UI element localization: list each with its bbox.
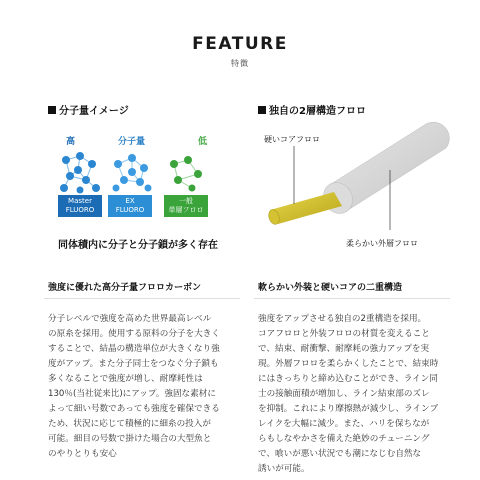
body-line: で、喰いが悪い状況でも潮になじむ自然な: [258, 449, 422, 459]
core-label: 硬いコアフロロ: [264, 135, 320, 144]
body-line: 度がアップ。また分子同士をつなぐ分子鎖も: [48, 359, 219, 369]
scale-low-label: 低: [195, 136, 210, 148]
body-line: 士の接触面積が増加し、ライン結束部のズレ: [258, 389, 430, 399]
right-divider: [254, 298, 450, 299]
badge-standard-fluoro: 一般 単層フロロ: [164, 195, 208, 217]
square-bullet-icon: [48, 106, 56, 114]
body-line: を抑制。これにより摩擦熱が減少し、ラインブ: [258, 404, 439, 414]
molecule-cluster-standard-icon: [170, 156, 202, 192]
body-line: することで、結晶の構造単位が大きくなり強: [48, 344, 220, 354]
left-body-text: [48, 312, 244, 462]
badge-master-fluoro: Master FLUORO: [58, 195, 102, 217]
page-subtitle: 特徴: [231, 59, 249, 68]
body-line: レイクを大幅に減少。また、ハリを保ちなが: [258, 419, 430, 429]
body-line: のやりとりも安心: [48, 449, 117, 459]
body-line: 可能。細目の号数で掛けた場合の大型魚と: [48, 434, 212, 444]
molecule-cluster-master-icon: [60, 152, 100, 194]
body-line: 分子レベルで強度を高めた世界最高レベル: [48, 314, 212, 324]
page-title: FEATURE: [192, 34, 288, 54]
right-body-text: [258, 312, 454, 477]
molecular-weight-scale: [57, 136, 213, 148]
body-line: 誘いが可能。: [258, 464, 310, 474]
square-bullet-icon: [258, 106, 266, 114]
body-line: 130％(当社従来比)にアップ。強固な素材に: [48, 389, 216, 399]
molecule-illustration: [56, 150, 216, 196]
left-divider: [44, 298, 240, 299]
badge-ex-fluoro: EX FLUORO: [108, 195, 152, 217]
body-line: コアフロロと外装フロロの材質を変えること: [258, 329, 430, 339]
scale-middle-label: 分子量: [115, 136, 148, 148]
outer-layer-label: 柔らかい外層フロロ: [346, 239, 418, 248]
body-line: にはきっちりと締め込むことができ、ライン同: [258, 374, 438, 384]
core-layer-shape: [270, 192, 342, 224]
body-line: で、結束、耐衝撃、耐摩耗の強力アップを実: [258, 344, 430, 354]
body-line: らもしなやかさを備えた絶妙のチューニング: [258, 434, 430, 444]
body-line: よって細い号数であっても強度を確保できる: [48, 404, 220, 414]
body-line: 多くなることで強度が増し、耐摩耗性は: [48, 374, 203, 384]
section-heading-two-layer: 独自の2層構造フロロ: [258, 102, 366, 117]
body-line: ため、状況に応じて積極的に細糸の投入が: [48, 419, 211, 429]
body-line: 強度をアップさせる独自の2重構造を採用。: [258, 314, 427, 324]
left-column-title: 強度に優れた高分子量フロロカーボン: [48, 283, 202, 293]
section-heading-molecular-weight: 分子量イメージ: [48, 102, 129, 117]
scale-high-label: 高: [63, 136, 78, 148]
molecule-caption: 同体積内に分子と分子鎖が多く存在: [58, 240, 218, 251]
body-line: 現。外層フロロを柔らかくしたことで、結束時: [258, 359, 439, 369]
molecule-cluster-ex-icon: [113, 154, 152, 192]
right-column-title: 軟らかい外装と硬いコアの二重構造: [258, 283, 403, 293]
body-line: の原糸を採用。使用する原料の分子を大きく: [48, 329, 220, 339]
